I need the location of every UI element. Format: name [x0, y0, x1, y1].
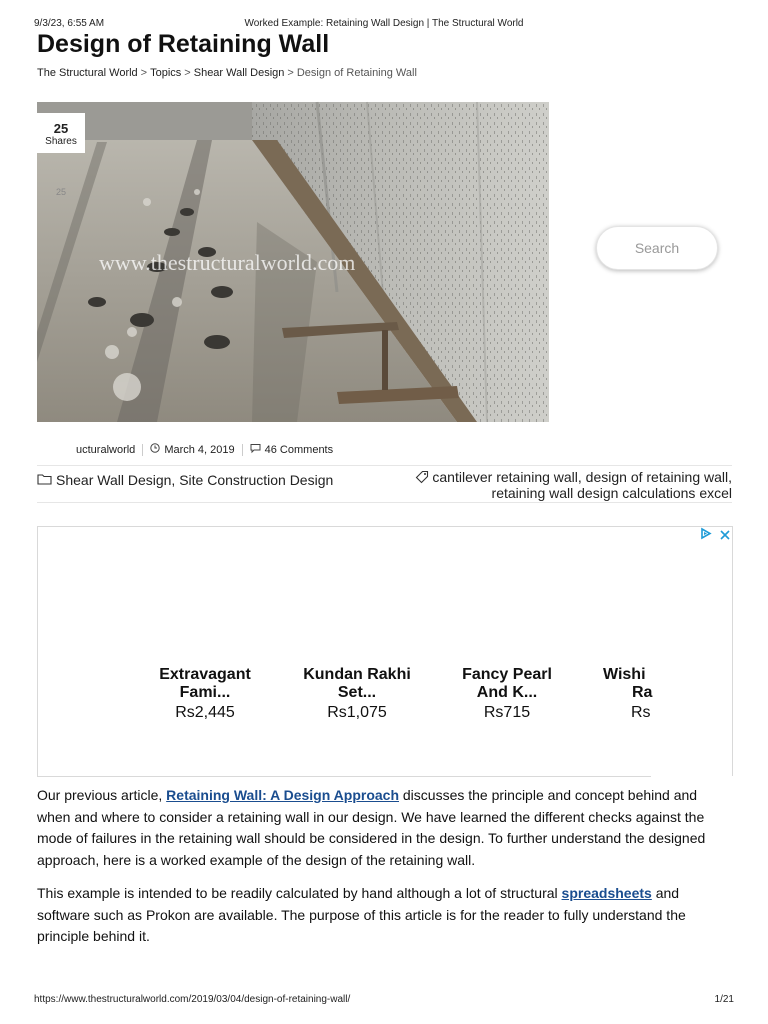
product-price: Rs [631, 704, 651, 721]
clock-icon [150, 443, 160, 456]
body-paragraph [37, 785, 732, 871]
product-name: Fancy Pearl [462, 666, 552, 683]
product-price: Rs1,075 [327, 704, 387, 721]
print-datetime: 9/3/23, 6:55 AM [34, 18, 105, 29]
paragraph-text: This example is intended to be readily calculated by hand although a lot of structural [37, 885, 562, 901]
post-date: March 4, 2019 [164, 443, 235, 456]
hero-watermark: www.thestructuralworld.com [99, 250, 356, 275]
product-name: Wishi [603, 666, 646, 683]
tag-icon [415, 470, 429, 486]
breadcrumb-home[interactable]: The Structural World [37, 67, 138, 79]
author-link[interactable]: ucturalworld [76, 443, 136, 456]
ad-border [732, 526, 733, 777]
print-page-number: 1/21 [714, 994, 734, 1005]
breadcrumb-topics[interactable]: Topics [150, 67, 182, 79]
adchoices-icon[interactable] [699, 527, 712, 545]
post-meta [76, 443, 333, 456]
print-url: https://www.thestructuralworld.com/2019/03/04/design-of-retaining-wall/ [34, 994, 351, 1005]
body-paragraph [37, 883, 732, 948]
meta-divider [142, 444, 143, 456]
share-counter [37, 113, 85, 153]
comment-icon [250, 443, 261, 456]
product-name: Kundan Rakhi [303, 666, 411, 683]
print-doc-title: Worked Example: Retaining Wall Design | The Structural World [244, 18, 524, 29]
share-label: Shares [45, 136, 77, 147]
ad-product-card[interactable] [282, 666, 432, 722]
product-name: Ra [632, 684, 653, 701]
share-count: 25 [53, 121, 69, 136]
breadcrumb [37, 67, 417, 79]
paragraph-text: Our previous article, [37, 787, 167, 803]
ad-product-card[interactable] [130, 666, 280, 722]
product-price: Rs2,445 [175, 704, 235, 721]
breadcrumb-separator: > [140, 67, 148, 79]
breadcrumb-separator: > [287, 67, 294, 79]
ad-products [130, 666, 653, 746]
product-name: Set... [337, 684, 377, 701]
paragraph-text: and software such as Prokon are available. The purpose of this article is for the reader to fully understand the principle behind it. [37, 885, 686, 944]
page-title: Design of Retaining Wall [37, 30, 330, 58]
search-input[interactable]: Search [596, 226, 718, 270]
spreadsheets-link[interactable]: spreadsheets [561, 885, 652, 901]
breadcrumb-current: Design of Retaining Wall [296, 67, 417, 79]
product-name: Fami... [179, 684, 231, 701]
breadcrumb-separator: > [184, 67, 191, 79]
comments-link[interactable]: 46 Comments [264, 443, 334, 456]
ad-border-gap [651, 776, 733, 778]
tag-links-line2[interactable]: retaining wall design calculations excel [491, 485, 732, 502]
divider [37, 465, 732, 466]
meta-divider [242, 444, 243, 456]
ad-product-card[interactable] [596, 666, 656, 722]
breadcrumb-shear-wall[interactable]: Shear Wall Design [193, 67, 285, 79]
ad-close-icon[interactable] [720, 527, 730, 545]
folder-icon [37, 472, 52, 488]
post-tags [402, 470, 732, 500]
retaining-wall-design-approach-link[interactable]: Retaining Wall: A Design Approach [166, 787, 399, 803]
category-links[interactable]: Shear Wall Design, Site Construction Design [56, 472, 334, 488]
product-price: Rs715 [483, 704, 531, 721]
ad-controls [699, 527, 730, 545]
hero-image [37, 102, 549, 422]
product-name: Extravagant [159, 666, 251, 683]
post-categories [37, 472, 333, 488]
product-name: And K... [476, 684, 538, 701]
ad-product-card[interactable] [432, 666, 582, 722]
share-mini-count: 25 [55, 187, 66, 197]
paragraph-text: discusses the principle and concept behind and when and where to consider a retaining wall in our design. We have learned the different checks against the mode of failures in the retaining wall should be considered in the design. To further understand the designed approach, here is a worked example of the design of the retaining wall. [37, 787, 706, 868]
divider [37, 502, 732, 503]
tag-links-line1[interactable]: cantilever retaining wall, design of retaining wall, [432, 469, 732, 485]
